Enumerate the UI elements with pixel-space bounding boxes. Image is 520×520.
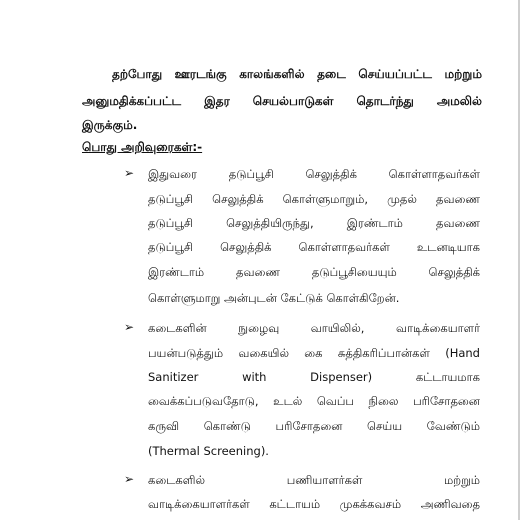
bullet-1-line-3 — [148, 213, 480, 233]
word: Sanitizer — [148, 370, 199, 384]
bullet-arrow-icon: ➢ — [124, 166, 135, 180]
word: தடுப்பூசி — [148, 192, 194, 206]
word: கொள்ளாதவர்கள் — [388, 167, 480, 181]
word: கொள்ளுமாறும், — [282, 192, 368, 206]
word: தடுப்பூசி — [148, 240, 194, 254]
word: தடுப்பூசியையும் — [311, 265, 397, 279]
intro-line-3: இருக்கும். — [82, 118, 138, 132]
word: கொள்ளாதவர்கள் — [298, 240, 390, 254]
bullet-arrow-icon: ➢ — [124, 320, 135, 334]
bullet-2-line-3 — [148, 367, 480, 387]
word: செய்ய — [367, 419, 403, 433]
word: வாடிக்கையாளர் — [395, 321, 480, 335]
word: தவணை — [236, 265, 281, 279]
word: முதல் — [387, 192, 417, 206]
word: இதுவரை — [148, 167, 197, 181]
bullet-1-line-6: கொள்ளுமாறு அன்புடன் கேட்டுக் கொள்கிறேன். — [148, 291, 400, 305]
bullet-arrow-icon: ➢ — [124, 472, 135, 486]
bullet-1-line-4 — [148, 237, 480, 257]
word: வாடிக்கையாளர்கள் — [148, 497, 250, 511]
bullet-2-line-2 — [148, 343, 480, 363]
word: பரிசோதனை — [413, 394, 480, 408]
word: மற்றும் — [444, 473, 480, 487]
word: கடைகளில் — [148, 473, 206, 487]
section-heading: பொது அறிவுரைகள்:- — [82, 140, 203, 154]
word: செலுத்திக் — [212, 192, 264, 206]
word: with — [242, 370, 267, 384]
bullet-3-line-1 — [148, 470, 480, 490]
word: செலுத்திக் — [305, 167, 357, 181]
intro-line-1: தற்போது ஊரடங்கு காலங்களில் தடை செய்யப்பட்ட மற்றும் — [112, 67, 482, 81]
word: கருவி — [148, 419, 180, 433]
word: தவணை — [435, 216, 480, 230]
word: பயன்படுத்தும் — [148, 346, 224, 360]
word: கை — [304, 346, 323, 360]
word: தடுப்பூசி — [228, 167, 274, 181]
word: தடுப்பூசி — [148, 216, 194, 230]
word: செலுத்தியிருந்து, — [226, 216, 314, 230]
word: இரண்டாம் — [148, 265, 205, 279]
word: வாயிலில், — [310, 321, 365, 335]
bullet-3-line-2 — [148, 494, 480, 514]
word: சுத்திகரிப்பான்கள் — [337, 346, 430, 360]
word: அணிவதை — [420, 497, 480, 511]
word: பணியாளர்கள் — [286, 473, 363, 487]
word: முகக்கவசம் — [339, 497, 402, 511]
bullet-2-line-1 — [148, 318, 480, 338]
word: நிலை — [368, 394, 399, 408]
word: வேண்டும் — [426, 419, 480, 433]
intro-line-2: அனுமதிக்கப்பட்ட இதர செயல்பாடுகள் தொடர்ந்து அமலில் — [82, 94, 482, 108]
bullet-1-line-1 — [148, 164, 480, 184]
word: வகையில் — [238, 346, 289, 360]
word: வைக்கப்படுவதோடு, — [148, 394, 259, 408]
word: வெப்ப — [316, 394, 354, 408]
word: (Hand — [445, 346, 480, 360]
word: நுழைவு — [238, 321, 280, 335]
word: கட்டாயம் — [269, 497, 321, 511]
word: செலுத்திக் — [220, 240, 272, 254]
bullet-1-line-2 — [148, 189, 480, 209]
bullet-2-line-5 — [148, 416, 480, 436]
word: Dispenser) — [310, 370, 373, 384]
word: கொண்டு — [203, 419, 251, 433]
word: தவணை — [435, 192, 480, 206]
word: உடல் — [273, 394, 303, 408]
word: பரிசோதனை — [275, 419, 343, 433]
word: கடைகளின் — [148, 321, 207, 335]
word: உடனடியாக — [416, 240, 480, 254]
bullet-2-line-4 — [148, 391, 480, 411]
word: இரண்டாம் — [346, 216, 403, 230]
word: செலுத்திக் — [428, 265, 480, 279]
word: கட்டாயமாக — [415, 370, 480, 384]
bullet-2-line-6: (Thermal Screening). — [148, 444, 269, 458]
bullet-1-line-5 — [148, 262, 480, 282]
